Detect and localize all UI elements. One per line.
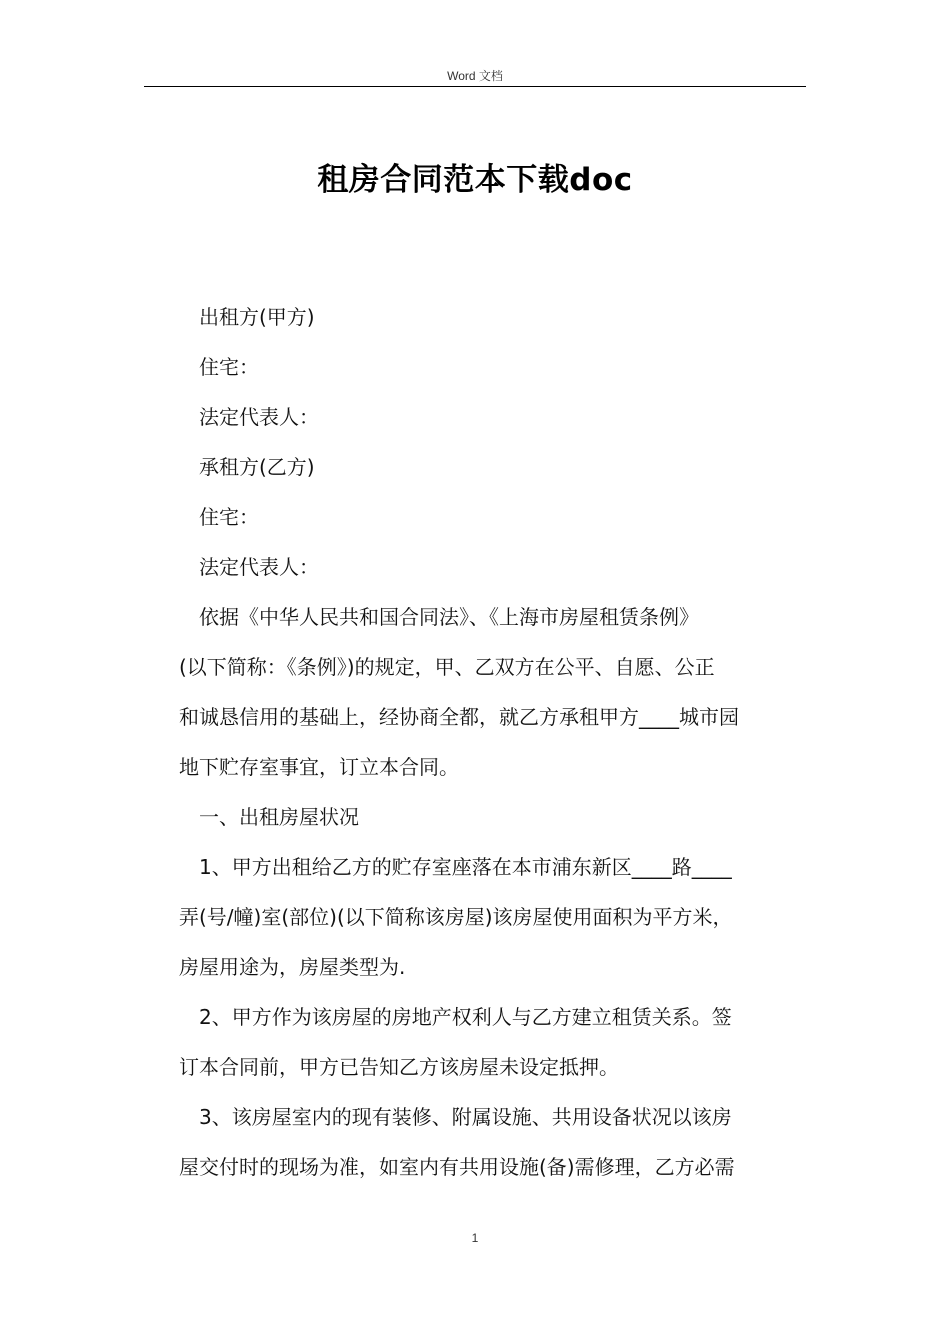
- body-line: 地下贮存室事宜，订立本合同。: [179, 755, 459, 779]
- body-line: 一、出租房屋状况: [199, 805, 359, 829]
- page-header-label: Word 文档: [447, 69, 503, 83]
- body-line: 依据《中华人民共和国合同法》、《上海市房屋租赁条例》: [199, 605, 699, 629]
- body-line: 2、甲方作为该房屋的房地产权利人与乙方建立租赁关系。签: [199, 1005, 732, 1029]
- body-line: 法定代表人：: [199, 405, 319, 429]
- body-line: 和诚恳信用的基础上，经协商全都，就乙方承租甲方____城市园: [179, 705, 739, 729]
- body-line: 屋交付时的现场为准，如室内有共用设施(备)需修理，乙方必需: [179, 1155, 735, 1179]
- body-line: 订本合同前，甲方已告知乙方该房屋未设定抵押。: [179, 1055, 619, 1079]
- body-line: 房屋用途为，房屋类型为.: [179, 955, 406, 979]
- page-number: 1: [471, 1231, 479, 1245]
- body-line: 弄(号/幢)室(部位)(以下简称该房屋)该房屋使用面积为平方米，: [179, 905, 733, 929]
- body-line: 住宅：: [199, 355, 259, 379]
- body-line: 出租方(甲方): [199, 305, 315, 329]
- header-divider: [144, 86, 806, 87]
- body-line: (以下简称：《条例》)的规定，甲、乙双方在公平、自愿、公正: [179, 655, 715, 679]
- body-line: 承租方(乙方): [199, 455, 315, 479]
- body-line: 住宅：: [199, 505, 259, 529]
- body-line: 法定代表人：: [199, 555, 319, 579]
- body-line: 1、甲方出租给乙方的贮存室座落在本市浦东新区____路____: [199, 855, 732, 879]
- document-title: 租房合同范本下载doc: [317, 162, 633, 198]
- document-body: [179, 292, 805, 1192]
- body-line: 3、该房屋室内的现有装修、附属设施、共用设备状况以该房: [199, 1105, 732, 1129]
